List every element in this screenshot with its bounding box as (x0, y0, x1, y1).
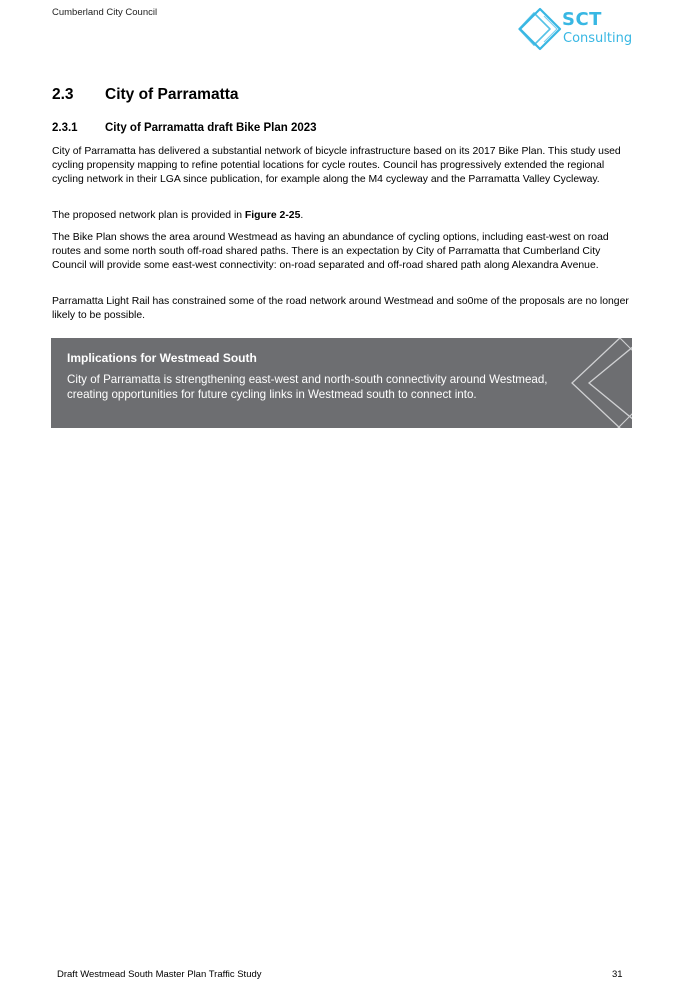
implications-callout (51, 338, 632, 428)
paragraph-light-rail (52, 295, 637, 323)
section-number: 2.3 (52, 86, 74, 103)
footer-page-number: 31 (612, 969, 623, 980)
callout-title: Implications for Westmead South (67, 351, 257, 365)
callout-body: City of Parramatta is strengthening east-west and north-south connectivity around Westmead, creating opportunities for future cycling links in Westmead south to connect into. (67, 373, 548, 401)
subsection-heading (52, 122, 317, 134)
paragraph-bike-network (52, 145, 637, 187)
sct-consulting-logo (516, 7, 640, 51)
paragraph-text: Parramatta Light Rail has constrained some of the road network around Westmead and so0me of the proposals are no longer likely to be possible. (52, 296, 629, 321)
footer-document-title: Draft Westmead South Master Plan Traffic Study (57, 969, 262, 980)
paragraph-text: The Bike Plan shows the area around Westmead as having an abundance of cycling options, including east-west on road routes and some north south off-road shared paths. There is an expectation by City of Parramatta that Cumberland City Council will provide some east-west connectivity: on-road separated and off-road shared path along Alexandra Avenue. (52, 232, 609, 271)
header-client-name: Cumberland City Council (52, 7, 158, 18)
paragraph-text: The proposed network plan is provided in (52, 210, 245, 221)
callout-diamond-decoration-icon (552, 338, 632, 428)
paragraph-westmead-options (52, 231, 637, 273)
subsection-title: City of Parramatta draft Bike Plan 2023 (105, 122, 317, 134)
figure-reference: Figure 2-25 (244, 210, 301, 221)
section-title: City of Parramatta (105, 86, 239, 103)
paragraph-text: . (300, 210, 304, 221)
paragraph-figure-reference (52, 209, 637, 223)
logo-primary-text: SCT (562, 9, 602, 30)
subsection-number: 2.3.1 (52, 122, 78, 134)
paragraph-text: City of Parramatta has delivered a substantial network of bicycle infrastructure based on its 2017 Bike Plan. This study used cycling propensity mapping to refine potential locations for cycle routes. Council has progressively extended the regional cycling network in their LGA since publication, for example along the M4 cycleway and the Parramatta Valley Cycleway. (52, 146, 621, 185)
logo-secondary-text: Consulting (563, 31, 633, 46)
logo-diamond-icon (516, 7, 562, 51)
section-heading (52, 86, 239, 104)
